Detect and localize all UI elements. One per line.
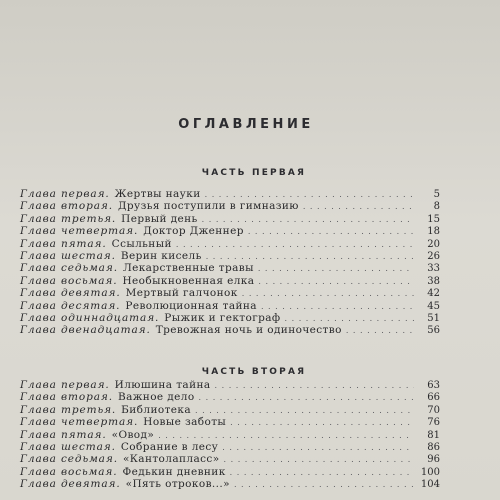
- chapter-title: Новые заботы: [143, 416, 227, 429]
- chapter-number: Глава восьмая.: [20, 465, 118, 478]
- chapter-title: Жертвы науки: [114, 188, 201, 200]
- chapter-number: Глава первая.: [20, 379, 110, 391]
- page-number: 56: [427, 325, 440, 337]
- chapter-title: Важное дело: [117, 391, 195, 404]
- page-number: 70: [427, 404, 440, 416]
- chapter-title: Собрание в лесу: [120, 440, 219, 453]
- dot-leader: [234, 479, 414, 491]
- toc-entry: [20, 379, 440, 391]
- toc-part-two: [20, 379, 440, 491]
- toc-entry: [20, 478, 440, 490]
- toc-entry: [20, 213, 440, 225]
- chapter-title: Первый день: [121, 212, 198, 225]
- chapter-title: Друзья поступили в гимназию: [117, 200, 299, 213]
- chapter-title: «Пять отроков...»: [125, 478, 230, 491]
- toc-entry: [20, 312, 440, 324]
- toc-entry: [20, 429, 440, 441]
- toc-entry: [20, 238, 440, 250]
- chapter-number: Глава шестая.: [20, 440, 116, 453]
- chapter-number: Глава четвертая.: [20, 225, 139, 238]
- page-number: 81: [427, 429, 440, 441]
- chapter-number: Глава одиннадцатая.: [20, 311, 160, 324]
- chapter-number: Глава вторая.: [20, 200, 113, 213]
- toc-entry: [20, 250, 440, 262]
- chapter-number: Глава двенадцатая.: [20, 324, 151, 337]
- chapter-title: Революционная тайна: [125, 299, 257, 312]
- chapter-number: Глава первая.: [20, 188, 110, 200]
- toc-entry: [20, 287, 440, 299]
- part-two-title: ЧАСТЬ ВТОРАЯ: [201, 367, 307, 377]
- page-number: 20: [427, 238, 440, 250]
- page-number: 76: [427, 417, 440, 429]
- chapter-title: Библиотека: [121, 403, 192, 416]
- chapter-number: Глава пятая.: [20, 237, 107, 250]
- chapter-title: Федькин дневник: [122, 465, 226, 478]
- chapter-title: Мертвый галчонок: [125, 287, 238, 300]
- toc-entry: [20, 466, 440, 478]
- chapter-number: Глава третья.: [20, 403, 117, 416]
- page-number: 66: [427, 392, 440, 404]
- chapter-title: Рыжик и гектограф: [164, 311, 281, 324]
- chapter-title: Необыкновенная елка: [122, 274, 255, 287]
- page-number: 8: [433, 201, 440, 213]
- toc-entry: [20, 188, 440, 200]
- page-number: 26: [427, 250, 440, 262]
- chapter-number: Глава восьмая.: [20, 274, 118, 287]
- chapter-number: Глава десятая.: [20, 299, 121, 312]
- chapter-number: Глава девятая.: [20, 478, 121, 491]
- page-number: 100: [420, 466, 440, 478]
- page-number: 104: [420, 479, 440, 491]
- chapter-number: Глава вторая.: [20, 391, 113, 404]
- toc-entry: [20, 275, 440, 287]
- toc-entry: [20, 391, 440, 403]
- chapter-number: Глава пятая.: [20, 428, 107, 441]
- page-number: 86: [427, 441, 440, 453]
- page-number: 51: [427, 312, 440, 324]
- chapter-number: Глава седьмая.: [20, 262, 118, 275]
- toc-entry: [20, 300, 440, 312]
- toc-entry: [20, 453, 440, 465]
- page-number: 33: [427, 263, 440, 275]
- toc-entry: [20, 404, 440, 416]
- chapter-title: Верин кисель: [120, 249, 202, 262]
- chapter-number: Глава третья.: [20, 212, 117, 225]
- page-number: 42: [427, 288, 440, 300]
- toc-part-one: [20, 188, 440, 337]
- dot-leader: [346, 325, 414, 337]
- chapter-title: «Овод»: [111, 428, 155, 441]
- page-number: 96: [427, 454, 440, 466]
- part-one-title: ЧАСТЬ ПЕРВАЯ: [201, 168, 307, 178]
- toc-entry: [20, 225, 440, 237]
- page-title: ОГЛАВЛЕНИЕ: [178, 117, 314, 132]
- chapter-title: «Кантолапласс»: [122, 453, 220, 466]
- chapter-number: Глава седьмая.: [20, 453, 118, 466]
- page-number: 38: [427, 275, 440, 287]
- chapter-title: Лекарственные травы: [122, 262, 254, 275]
- toc-entry: [20, 324, 440, 336]
- chapter-number: Глава шестая.: [20, 249, 116, 262]
- chapter-title: Доктор Дженнер: [143, 225, 244, 238]
- page-number: 63: [427, 380, 440, 391]
- page-number: 5: [433, 189, 440, 200]
- chapter-number: Глава четвертая.: [20, 416, 139, 429]
- page-number: 15: [427, 213, 440, 225]
- toc-entry: [20, 200, 440, 212]
- chapter-title: Ссыльный: [111, 237, 172, 250]
- page-number: 45: [427, 300, 440, 312]
- toc-entry: [20, 416, 440, 428]
- chapter-title: Илюшина тайна: [114, 379, 211, 391]
- chapter-title: Тревожная ночь и одиночество: [155, 324, 342, 337]
- toc-entry: [20, 441, 440, 453]
- toc-entry: [20, 262, 440, 274]
- page-number: 18: [427, 226, 440, 238]
- chapter-number: Глава девятая.: [20, 287, 121, 300]
